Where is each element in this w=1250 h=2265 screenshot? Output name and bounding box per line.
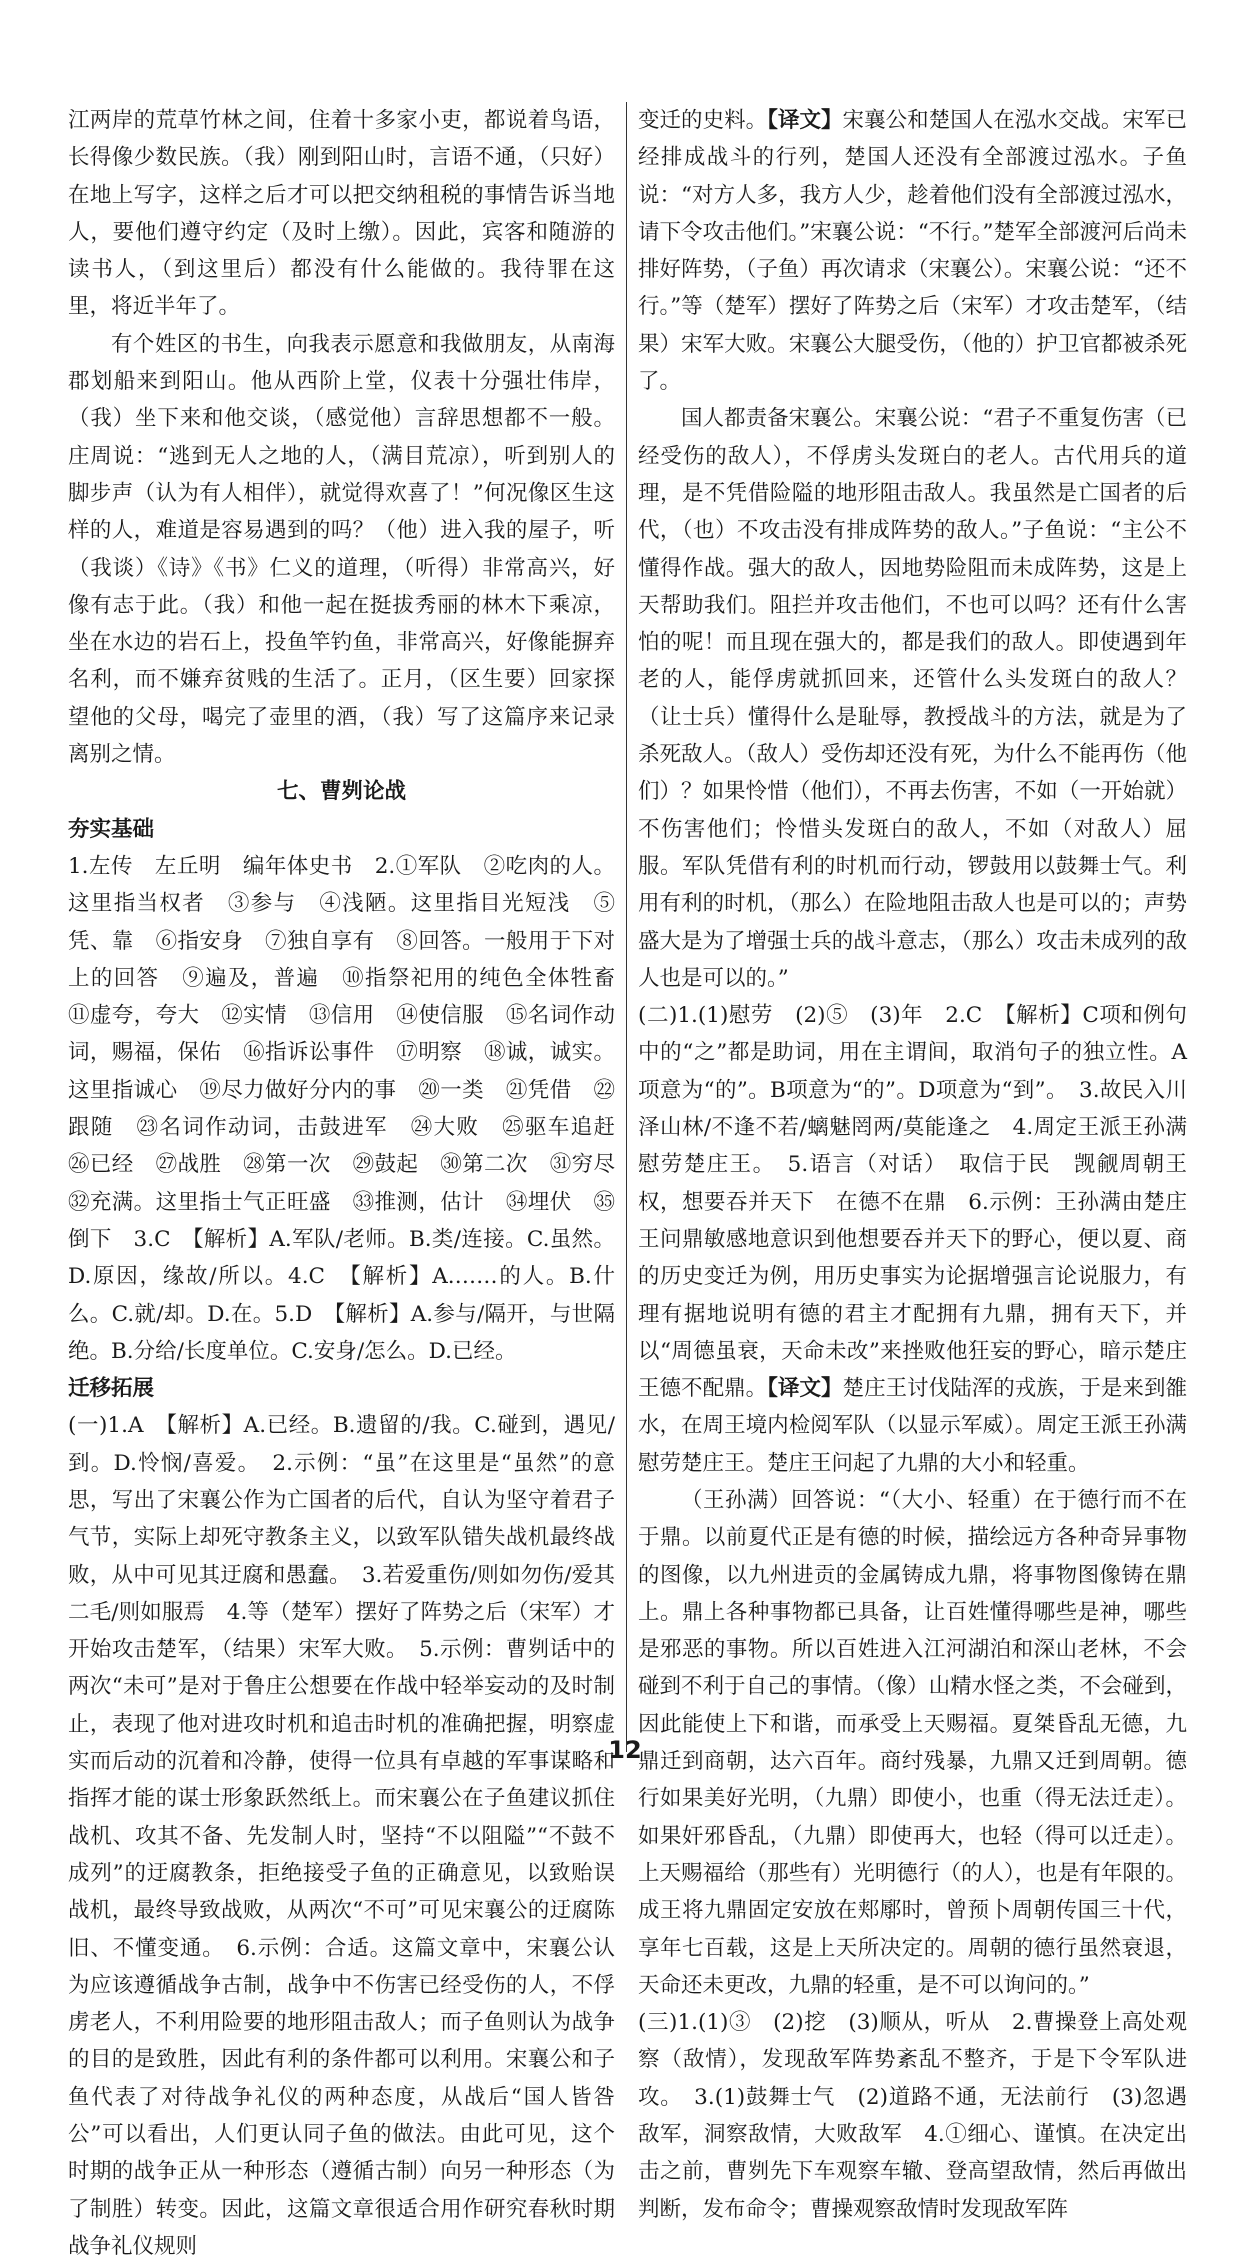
page-number: 12: [608, 1736, 642, 1764]
paragraph: 江两岸的荒草竹林之间，住着十多家小吏，都说着鸟语，长得像少数民族。（我）刚到阳山时，言语不通，（只好）在地上写字，这样之后才可以把交纳租税的事情告诉当地人，要他们遵守约定（及时上缴）。因此，宾客和随游的读书人，（到这里后）都没有什么能做的。我待罪在这里，将近半年了。: [68, 108, 615, 320]
column-divider: [626, 102, 627, 1752]
paragraph: [638, 102, 1187, 400]
left-column: [68, 102, 637, 2265]
answer-block: 1.左传 左丘明 编年体史书 2.①军队 ②吃肉的人。这里指当权者 ③参与 ④浅陋。这里指目光短浅 ⑤凭、靠 ⑥指安身 ⑦独自享有 ⑧回答。一般用于下对上的回答 ⑨遍及，普遍 ⑩指祭祀用的纯色全体牲畜 ⑪虚夸，夸大 ⑫实情 ⑬信用 ⑭使信服 ⑮名词作动词，赐福，保佑 ⑯指诉讼事件 ⑰明察 ⑱诚，诚实。这里指诚心 ⑲尽力做好分内的事 ⑳一类 ㉑凭借 ㉒跟随 ㉓名词作动词，击鼓进军 ㉔大败 ㉕驱车追赶 ㉖已经 ㉗战胜 ㉘第一次 ㉙鼓起 ㉚第二次 ㉛穷尽 ㉜充满。这里指士气正旺盛 ㉝推测，估计 ㉞埋伏 ㉟倒下 3.C 【解析】A.军队/老师。B.类/连接。C.虽然。D.原因，缘故/所以。4.C 【解析】A.……的人。B.什么。C.就/却。D.在。5.D 【解析】A.参与/隔开，与世隔绝。B.分给/长度单位。C.安身/怎么。D.已经。: [68, 853, 637, 1364]
translation-tag: 【译文】: [767, 1376, 843, 1402]
translation-tag: 【译文】: [767, 108, 843, 133]
text: 宋襄公和楚国人在泓水交战。宋军已经排成战斗的行列，楚国人还没有全部渡过泓水。子鱼说：“对方人多，我方人少，趁着他们没有全部渡过泓水，请下令攻击他们。”宋襄公说：“不行。”楚军全部渡河后尚未排好阵势，（子鱼）再次请求（宋襄公）。宋襄公说：“还不行。”等（楚军）摆好了阵势之后（宋军）才攻击楚军，（结果）宋军大败。宋襄公大腿受伤，（他的）护卫官都被杀死了。: [638, 108, 1187, 395]
answer-block: (一)1.A 【解析】A.已经。B.遗留的/我。C.碰到，遇见/到。D.怜悯/喜爱。 2.示例：“虽”在这里是“虽然”的意思，写出了宋襄公作为亡国者的后代，自认为坚守着君子气节，实际上却死守教条主义，以致军队错失战机最终战败，从中可见其迂腐和愚蠢。 3.若爱重伤/则如勿伤/爱其二毛/则如服焉 4.等（楚军）摆好了阵势之后（宋军）才开始攻击楚军，（结果）宋军大败。 5.示例：曹刿话中的两次“未可”是对于鲁庄公想要在作战中轻举妄动的及时制止，表现了他对进攻时机和追击时机的准确把握，明察虚实而后动的沉着和冷静，使得一位具有卓越的军事谋略和指挥才能的谋士形象跃然纸上。而宋襄公在子鱼建议抓住战机、攻其不备、先发制人时，坚持“不以阻隘”“不鼓不成列”的迂腐教条，拒绝接受子鱼的正确意见，以致贻误战机，最终导致战败，从两次“不可”可见宋襄公的迂腐陈旧、不懂变通。 6.示例：合适。这篇文章中，宋襄公认为应该遵循战争古制，战争中不伤害已经受伤的人，不俘虏老人，不利用险要的地形阻击敌人；而子鱼则认为战争的目的是致胜，因此有利的条件都可以利用。宋襄公和子鱼代表了对待战争礼仪的两种态度，从战后“国人皆咎公”可以看出，人们更认同子鱼的做法。由此可见，这个时期的战争正从一种形态（遵循古制）向另一种形态（为了制胜）转变。因此，这篇文章很适合用作研究春秋时期战争礼仪规则: [68, 1413, 615, 2259]
paragraph: [638, 997, 1187, 1482]
right-column: [638, 102, 1187, 2228]
subheading-base: 夯实基础: [68, 816, 155, 842]
paragraph: (三)1.(1)③ (2)挖 (3)顺从，听从 2.曹操登上高处观察（敌情），发现敌军阵势紊乱不整齐，于是下令军队进攻。 3.(1)鼓舞士气 (2)道路不通，无法前行 (3)忽遇敌军，洞察敌情，大败敌军 4.①细心、谨慎。在决定出击之前，曹刿先下车观察车辙、登高望敌情，然后再做出判断，发布命令；曹操观察敌情时发现敌军阵: [638, 2010, 1187, 2222]
section-title: 七、曹刿论战: [276, 779, 406, 805]
paragraph: （王孙满）回答说：“（大小、轻重）在于德行而不在于鼎。以前夏代正是有德的时候，描绘远方各种奇异事物的图像，以九州进贡的金属铸成九鼎，将事物图像铸在鼎上。鼎上各种事物都已具备，让百姓懂得哪些是神，哪些是邪恶的事物。所以百姓进入江河湖泊和深山老林，不会碰到不利于自己的事情。（像）山精水怪之类，不会碰到，因此能使上下和谐，而承受上天赐福。夏桀昏乱无德，九鼎迁到商朝，达六百年。商纣残暴，九鼎又迁到周朝。德行如果美好光明，（九鼎）即使小，也重（得无法迁走）。如果奸邪昏乱，（九鼎）即使再大，也轻（得可以迁走）。上天赐福给（那些有）光明德行（的人），也是有年限的。成王将九鼎固定安放在郏鄏时，曾预卜周朝传国三十代，享年七百载，这是上天所决定的。周朝的德行虽然衰退，天命还未更改，九鼎的轻重，是不可以询问的。”: [638, 1487, 1187, 1998]
text: 变迁的史料。: [638, 108, 768, 133]
paragraph: 国人都责备宋襄公。宋襄公说：“君子不重复伤害（已经受伤的敌人），不俘虏头发斑白的老人。古代用兵的道理，是不凭借险隘的地形阻击敌人。我虽然是亡国者的后代，（也）不攻击没有排成阵势的敌人。”子鱼说：“主公不懂得作战。强大的敌人，因地势险阻而未成阵势，这是上天帮助我们。阻拦并攻击他们，不也可以吗？还有什么害怕的呢！而且现在强大的，都是我们的敌人。即使遇到年老的人，能俘虏就抓回来，还管什么头发斑白的敌人？（让士兵）懂得什么是耻辱，教授战斗的方法，就是为了杀死敌人。（敌人）受伤却还没有死，为什么不能再伤（他们）？如果怜惜（他们），不再去伤害，不如（一开始就）不伤害他们；怜惜头发斑白的敌人，不如（对敌人）屈服。军队凭借有利的时机而行动，锣鼓用以鼓舞士气。利用有利的时机，（那么）在险地阻击敌人也是可以的；声势盛大是为了增强士兵的战斗意志，（那么）攻击未成列的敌人也是可以的。”: [638, 406, 1187, 991]
subheading-extension: 迁移拓展: [68, 1376, 155, 1402]
text: (二)1.(1)慰劳 (2)⑤ (3)年 2.C 【解析】C项和例句中的“之”都是助词，用在主谓间，取消句子的独立性。A项意为“的”。B项意为“的”。D项意为“到”。 3.故民入川泽山林/不逢不若/螭魅罔两/莫能逢之 4.周定王派王孙满慰劳楚庄王。 5.语言（对话） 取信于民 觊觎周朝王权，想要吞并天下 在德不在鼎 6.示例：王孙满由楚庄王问鼎敏感地意识到他想要吞并天下的野心，便以夏、商的历史变迁为例，用历史事实为论据增强言论说服力，有理有据地说明有德的君主才配拥有九鼎，拥有天下，并以“周德虽衰，天命未改”来挫败他狂妄的野心，暗示楚庄王德不配鼎。: [638, 1003, 1187, 1402]
paragraph: 有个姓区的书生，向我表示愿意和我做朋友，从南海郡划船来到阳山。他从西阶上堂，仪表十分强壮伟岸，（我）坐下来和他交谈，（感觉他）言辞思想都不一般。庄周说：“逃到无人之地的人，（满目荒凉），听到别人的脚步声（认为有人相伴），就觉得欢喜了！”何况像区生这样的人，难道是容易遇到的吗？（他）进入我的屋子，听（我谈）《诗》《书》仁义的道理，（听得）非常高兴，好像有志于此。（我）和他一起在挺拔秀丽的林木下乘凉，坐在水边的岩石上，投鱼竿钓鱼，非常高兴，好像能摒弃名利，而不嫌弃贫贱的生活了。正月，（区生要）回家探望他的父母，喝完了壶里的酒，（我）写了这篇序来记录离别之情。: [68, 331, 615, 768]
text: 楚庄王讨伐陆浑的戎族，于是来到雒水，在周王境内检阅军队（以显示军威）。周定王派王孙满慰劳楚庄王。楚庄王问起了九鼎的大小和轻重。: [638, 1376, 1187, 1476]
